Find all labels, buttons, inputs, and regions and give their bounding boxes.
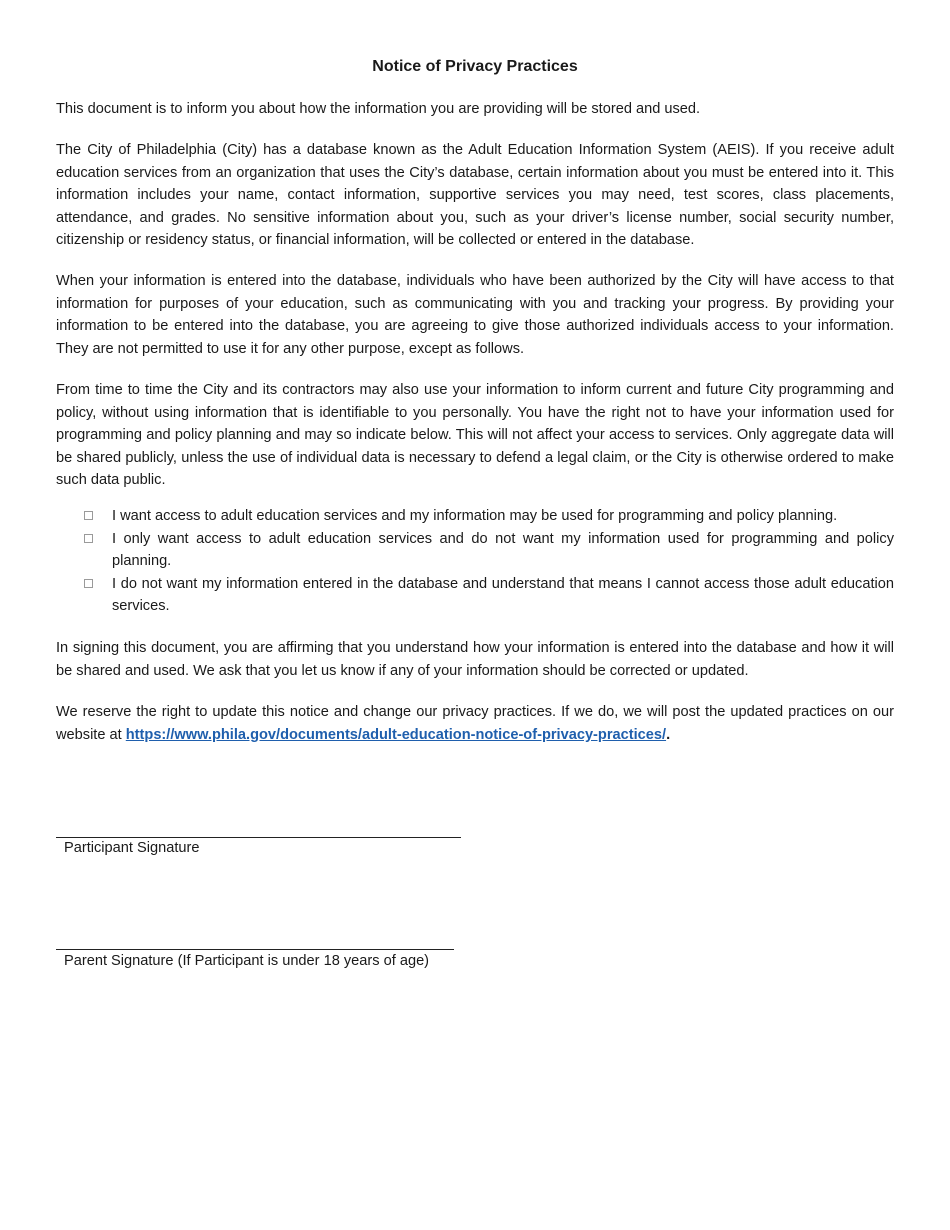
consent-option-2 — [56, 528, 894, 573]
aeis-paragraph: The City of Philadelphia (City) has a database known as the Adult Education Information System (AEIS). If you receive adult education services from an organization that uses the City’s database, certain information about you must be entered into it. This information includes your name, contact information, supportive services you may need, test scores, class placements, attendance, and grades. No sensitive information about you, such as your driver’s license number, social security number, citizenship or residency status, or financial information, will be collected or entered in the database. — [56, 142, 894, 249]
consent-option-label: I do not want my information entered in the database and understand that means I cannot access those adult education services. — [112, 575, 894, 615]
consent-option-label: I only want access to adult education services and do not want my information used for programming and policy planning. — [112, 530, 894, 570]
privacy-practices-link[interactable]: https://www.phila.gov/documents/adult-education-notice-of-privacy-practices/ — [125, 726, 667, 743]
consent-option-1 — [56, 505, 894, 528]
consent-option-label: I want access to adult education services and my information may be used for programming and policy planning. — [112, 508, 838, 524]
consent-checkbox-2[interactable] — [84, 534, 93, 543]
intro-paragraph: This document is to inform you about how the information you are providing will be stored and used. — [56, 101, 701, 117]
consent-options — [56, 505, 894, 618]
usage-paragraph: From time to time the City and its contractors may also use your information to inform current and future City programming and policy, without using information that is identifiable to you personally. You have the right not to have your information used for programming and policy planning and may so indicate below. This will not affect your access to services. Only aggregate data will be shared publicly, unless the use of individual data is necessary to defend a legal claim, or the City is otherwise ordered to make such data public. — [56, 382, 894, 489]
parent-signature-label: Parent Signature (If Participant is under 18 years of age) — [64, 953, 430, 969]
access-paragraph: When your information is entered into the database, individuals who have been authorized by the City will have access to that information for purposes of your education, such as communicating with you and tracking your progress. By providing your information to be entered into the database, you are agreeing to give those authorized individuals access to your information. They are not permitted to use it for any other purpose, except as follows. — [56, 273, 894, 357]
page-title: Notice of Privacy Practices — [372, 58, 578, 75]
parent-signature-line[interactable] — [56, 949, 454, 950]
consent-checkbox-3[interactable] — [84, 579, 93, 588]
consent-checkbox-1[interactable] — [84, 511, 93, 520]
reserve-period: . — [666, 726, 671, 743]
signing-paragraph: In signing this document, you are affirming that you understand how your information is entered into the database and how it will be shared and used. We ask that you let us know if any of your information should be corrected or updated. — [56, 640, 894, 679]
consent-option-3 — [56, 573, 894, 618]
reserve-paragraph — [56, 701, 894, 746]
participant-signature-label: Participant Signature — [64, 840, 200, 856]
reserve-text: We reserve the right to update this notice and change our privacy practices. If we do, we will post the updated practices on our website at — [56, 704, 894, 743]
